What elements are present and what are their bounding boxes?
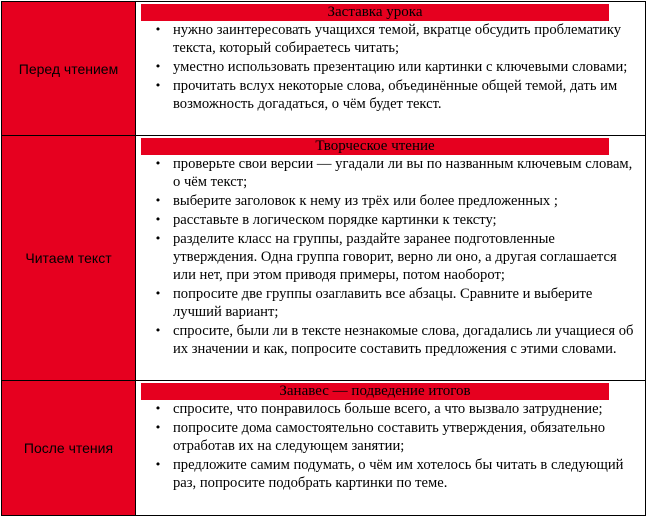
bullet-icon: • bbox=[154, 194, 162, 207]
list-item bbox=[139, 400, 642, 418]
list-item-text: выберите заголовок к нему из трёх или более предложенных ; bbox=[173, 193, 558, 209]
bullet-list bbox=[139, 155, 642, 358]
list-item bbox=[139, 192, 642, 210]
list-item-text: проверьте свои версии — угадали ли вы по названным ключевым словам, о чём текст; bbox=[173, 156, 633, 190]
list-item-text: нужно заинтересовать учащихся темой, вкратце обсудить проблематику текста, который собираетесь читать; bbox=[173, 22, 622, 56]
list-item bbox=[139, 21, 642, 57]
stage-cell bbox=[2, 136, 136, 381]
bullet-icon: • bbox=[154, 324, 162, 337]
list-item-text: прочитать вслух некоторые слова, объединённые общей темой, дать им возможность догадаться, о чём будет текст. bbox=[173, 78, 618, 112]
bullet-icon: • bbox=[154, 60, 162, 73]
list-item bbox=[139, 285, 642, 321]
bullet-icon: • bbox=[154, 213, 162, 226]
list-item-text: предложите самим подумать, о чём им хотелось бы читать в следующий раз, попросите подобрать картинки по теме. bbox=[173, 457, 624, 491]
list-item bbox=[139, 456, 642, 492]
list-item bbox=[139, 58, 642, 76]
content-cell bbox=[136, 2, 646, 136]
section-title: Творческое чтение bbox=[141, 138, 609, 155]
list-item-text: уместно использовать презентацию или картинки с ключевыми словами; bbox=[173, 59, 628, 75]
list-item bbox=[139, 211, 642, 229]
table-row-after-reading bbox=[2, 381, 646, 516]
content-cell bbox=[136, 381, 646, 516]
list-item-text: попросите две группы озаглавить все абзацы. Сравните и выберите лучший вариант; bbox=[173, 286, 593, 320]
bullet-list bbox=[139, 400, 642, 492]
list-item bbox=[139, 77, 642, 113]
table-row-before-reading bbox=[2, 2, 646, 136]
stage-label: Читаем текст bbox=[25, 250, 112, 266]
list-item-text: попросите дома самостоятельно составить утверждения, обязательно отработав их на следующем занятии; bbox=[173, 420, 606, 454]
content-cell bbox=[136, 136, 646, 381]
bullet-icon: • bbox=[154, 458, 162, 471]
list-item bbox=[139, 419, 642, 455]
list-item-text: расставьте в логическом порядке картинки к тексту; bbox=[173, 212, 497, 228]
list-item-text: разделите класс на группы, раздайте заранее подготовленные утверждения. Одна группа говорит, верно ли оно, а другая соглашается или нет, при этом приводя примеры, потом наоборот; bbox=[173, 231, 617, 283]
list-item-text: спросите, что понравилось больше всего, а что вызвало затруднение; bbox=[173, 401, 603, 417]
bullet-icon: • bbox=[154, 232, 162, 245]
bullet-icon: • bbox=[154, 157, 162, 170]
list-item bbox=[139, 230, 642, 284]
bullet-list bbox=[139, 21, 642, 113]
bullet-icon: • bbox=[154, 79, 162, 92]
list-item bbox=[139, 155, 642, 191]
bullet-icon: • bbox=[154, 402, 162, 415]
table-row-reading bbox=[2, 136, 646, 381]
stage-label: Перед чтением bbox=[18, 60, 119, 77]
list-item-text: спросите, были ли в тексте незнакомые слова, догадались ли учащиеся об их значении и как, попросите составить предложения с этими словами. bbox=[173, 323, 634, 357]
stage-cell bbox=[2, 2, 136, 136]
section-title: Заставка урока bbox=[141, 4, 609, 21]
list-item bbox=[139, 322, 642, 358]
bullet-icon: • bbox=[154, 23, 162, 36]
bullet-icon: • bbox=[154, 287, 162, 300]
stage-label: После чтения bbox=[23, 440, 114, 456]
lesson-stages-table bbox=[1, 1, 646, 516]
bullet-icon: • bbox=[154, 421, 162, 434]
section-title: Занавес — подведение итогов bbox=[141, 383, 609, 400]
stage-cell bbox=[2, 381, 136, 516]
